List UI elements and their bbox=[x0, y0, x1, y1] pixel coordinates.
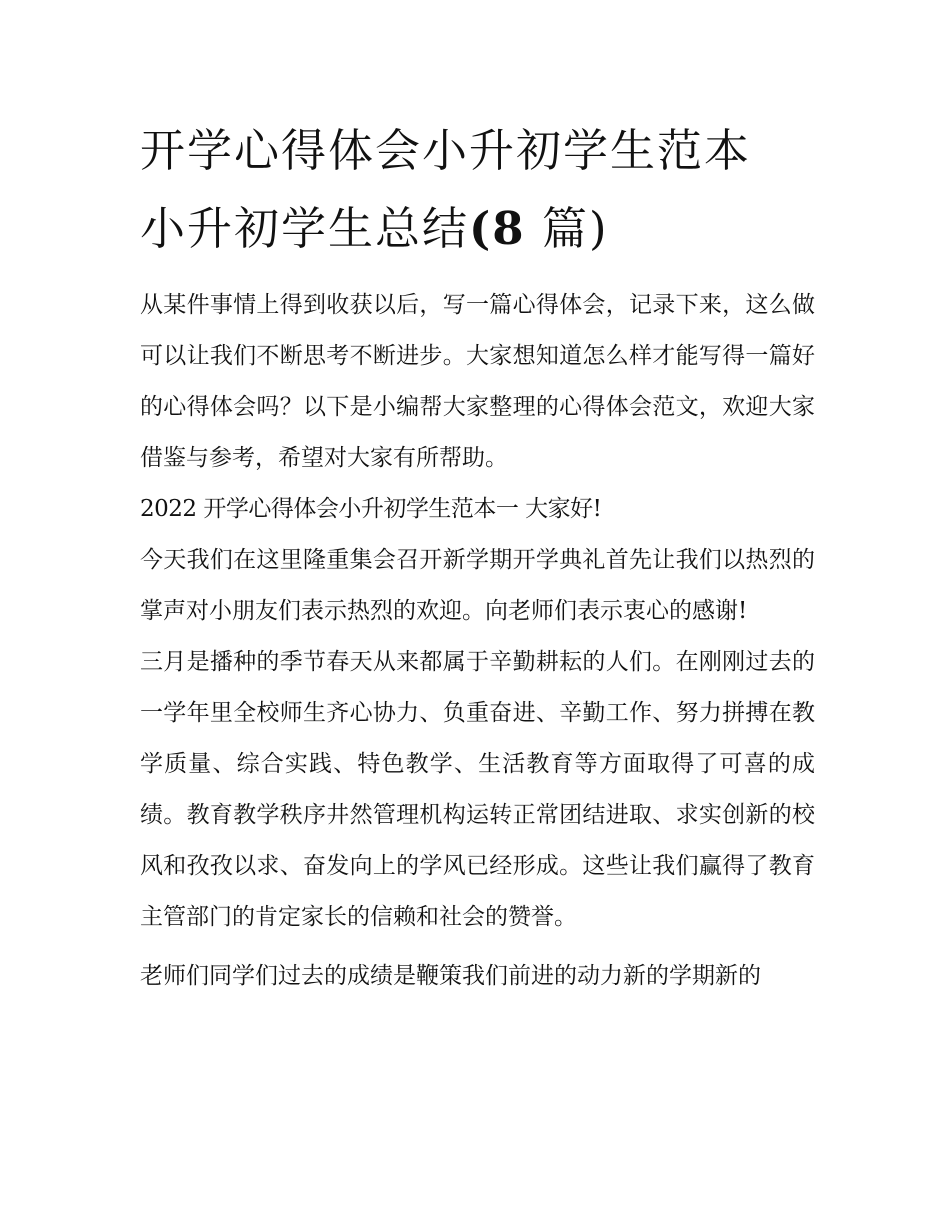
intro-paragraph: 从某件事情上得到收获以后，写一篇心得体会，记录下来，这么做可以让我们不断思考不断进步。大家想知道怎么样才能写得一篇好的心得体会吗？以下是小编帮大家整理的心得体会范文，欢迎大家借鉴与参考，希望对大家有所帮助。 bbox=[140, 292, 815, 471]
document-title bbox=[140, 112, 815, 268]
body-paragraph: 今天我们在这里隆重集会召开新学期开学典礼首先让我们以热烈的掌声对小朋友们表示热烈的欢迎。向老师们表示衷心的感谢! bbox=[140, 547, 815, 624]
document-page bbox=[140, 112, 815, 1002]
title-line-1: 开学心得体会小升初学生范本 bbox=[140, 124, 752, 177]
title-line-2-suffix: 篇) bbox=[541, 202, 609, 255]
body-paragraph: 三月是播种的季节春天从来都属于辛勤耕耘的人们。在刚刚过去的一学年里全校师生齐心协力、负重奋进、辛勤工作、努力拼搏在教学质量、综合实践、特色教学、生活教育等方面取得了可喜的成绩。教育教学秩序井然管理机构运转正常团结进取、求实创新的校风和孜孜以求、奋发向上的学风已经形成。这些让我们赢得了教育主管部门的肯定家长的信赖和社会的赞誉。 bbox=[140, 649, 815, 930]
title-line-2-prefix: 小升初学生总结 bbox=[140, 202, 470, 255]
body-paragraph: 老师们同学们过去的成绩是鞭策我们前进的动力新的学期新的 bbox=[140, 963, 761, 989]
section-heading-line: 2022 开学心得体会小升初学生范本一 大家好! bbox=[140, 496, 602, 522]
title-line-2-count: (8 bbox=[469, 202, 526, 255]
